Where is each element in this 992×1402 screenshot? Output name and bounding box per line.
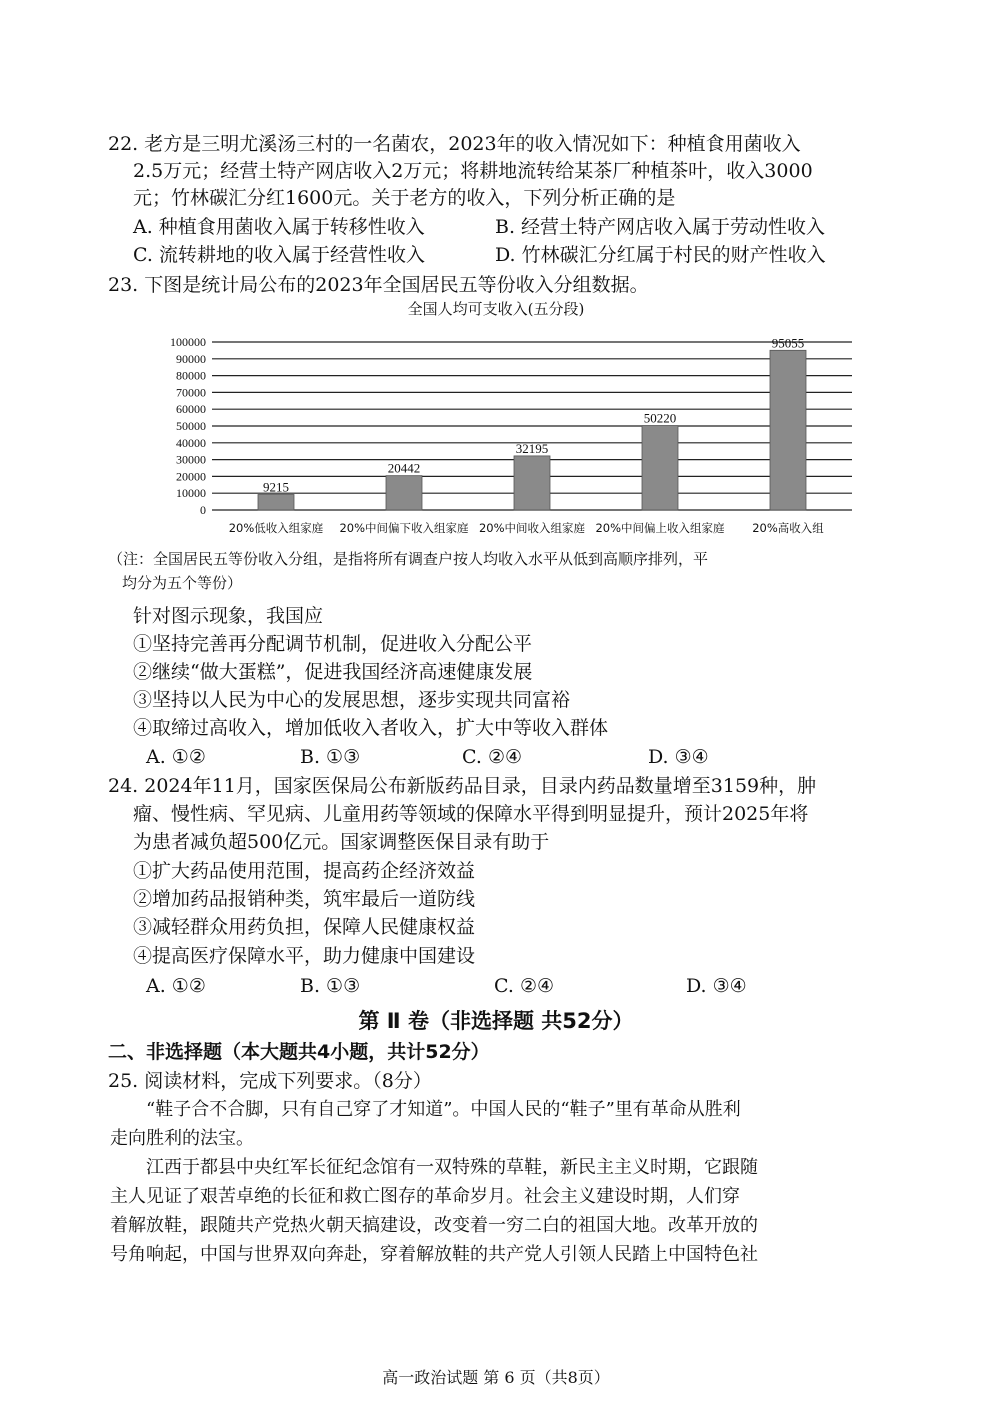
bar — [258, 495, 294, 510]
q24-item-4: ④提高医疗保障水平，助力健康中国建设 — [133, 945, 476, 967]
q23-item-4: ④取缔过高收入，增加低收入者收入，扩大中等收入群体 — [133, 717, 609, 739]
x-category-label: 20%中间收入组家庭 — [478, 521, 586, 535]
q24-item-3: ③减轻群众用药负担，保障人民健康权益 — [133, 916, 476, 938]
q23-item-1: ①坚持完善再分配调节机制，促进收入分配公平 — [133, 633, 533, 655]
y-tick-label: 60000 — [176, 402, 206, 417]
q22-line2: 2.5万元；经营土特产网店收入2万元；将耕地流转给某茶厂种植茶叶，收入3000 — [133, 160, 813, 182]
y-tick-label: 90000 — [176, 351, 206, 366]
part2-title: 第 Ⅱ 卷（非选择题 共52分） — [358, 1009, 634, 1033]
q23-stem: 23. 下图是统计局公布的2023年全国居民五等份收入分组数据。 — [108, 274, 649, 296]
chart-title: 全国人均可支收入(五分段) — [407, 300, 585, 318]
q25-para2-line4: 号角响起，中国与世界双向奔赴，穿着解放鞋的共产党人引领人民踏上中国特色社 — [110, 1244, 758, 1265]
q23-option-b: B. ①③ — [300, 746, 361, 768]
y-tick-label: 80000 — [176, 368, 206, 383]
q24-line2: 瘤、慢性病、罕见病、儿童用药等领域的保障水平得到明显提升，预计2025年将 — [133, 803, 809, 825]
y-tick-label: 10000 — [176, 486, 206, 501]
bar — [514, 456, 550, 510]
data-label: 32195 — [515, 440, 549, 456]
q24-option-d: D. ③④ — [686, 975, 747, 997]
q23-prompt: 针对图示现象，我国应 — [133, 605, 324, 627]
y-tick-label: 50000 — [176, 419, 206, 433]
q22-option-a: A. 种植食用菌收入属于转移性收入 — [133, 216, 425, 238]
y-tick-label: 20000 — [176, 469, 206, 484]
data-label: 95055 — [771, 335, 805, 351]
y-tick-label: 100000 — [170, 335, 206, 349]
q23-item-2: ②继续“做大蛋糕”，促进我国经济高速健康发展 — [133, 661, 533, 683]
bar — [770, 350, 806, 510]
x-category-label: 20%高收入组 — [752, 521, 824, 535]
q24-line3: 为患者减负超500亿元。国家调整医保目录有助于 — [133, 831, 550, 853]
q24-option-c: C. ②④ — [494, 975, 555, 997]
q23-option-c: C. ②④ — [462, 746, 523, 768]
page-footer: 高一政治试题 第 6 页（共8页） — [382, 1368, 610, 1387]
q23-note-line2: 均分为五个等份） — [122, 574, 243, 592]
income-bar-chart — [140, 330, 860, 540]
q25-para2-line1: 江西于都县中央红军长征纪念馆有一双特殊的草鞋，新民主主义时期，它跟随 — [146, 1157, 758, 1178]
data-label: 20442 — [387, 460, 421, 476]
q22-option-d: D. 竹林碳汇分红属于村民的财产性收入 — [495, 244, 826, 266]
y-tick-label: 30000 — [176, 452, 206, 467]
q24-line1: 24. 2024年11月，国家医保局公布新版药品目录，目录内药品数量增至3159种，肿 — [108, 775, 817, 797]
q25-para1-line1: “鞋子合不合脚，只有自己穿了才知道”。中国人民的“鞋子”里有革命从胜利 — [146, 1099, 741, 1120]
q23-item-3: ③坚持以人民为中心的发展思想，逐步实现共同富裕 — [133, 689, 571, 711]
q25-para2-line2: 主人见证了艰苦卓绝的长征和救亡图存的革命岁月。社会主义建设时期，人们穿 — [110, 1186, 740, 1207]
q23-note-line1: （注：全国居民五等份收入分组，是指将所有调查户按人均收入水平从低到高顺序排列，平 — [108, 550, 709, 568]
q22-line3: 元；竹林碳汇分红1600元。关于老方的收入，下列分析正确的是 — [133, 187, 676, 209]
part2-section-heading: 二、非选择题（本大题共4小题，共计52分） — [108, 1041, 490, 1063]
data-label: 50220 — [643, 410, 677, 426]
bar — [386, 476, 422, 510]
y-tick-label: 70000 — [176, 385, 206, 400]
q24-option-b: B. ①③ — [300, 975, 361, 997]
q24-item-1: ①扩大药品使用范围，提高药企经济效益 — [133, 860, 476, 882]
bar — [642, 426, 678, 510]
data-label: 9215 — [263, 479, 289, 495]
q25-para2-line3: 着解放鞋，跟随共产党热火朝天搞建设，改变着一穷二白的祖国大地。改革开放的 — [110, 1215, 758, 1236]
x-category-label: 20%中间偏下收入组家庭 — [339, 521, 469, 535]
y-tick-label: 0 — [200, 503, 206, 517]
q24-option-a: A. ①② — [146, 975, 206, 997]
x-category-label: 20%中间偏上收入组家庭 — [595, 521, 725, 535]
q22-option-b: B. 经营土特产网店收入属于劳动性收入 — [495, 216, 826, 238]
q25-stem: 25. 阅读材料，完成下列要求。（8分） — [108, 1070, 432, 1092]
y-tick-label: 40000 — [176, 435, 206, 450]
q23-option-a: A. ①② — [146, 746, 206, 768]
q25-para1-line2: 走向胜利的法宝。 — [110, 1128, 254, 1149]
x-category-label: 20%低收入组家庭 — [228, 521, 324, 535]
q22-line1: 22. 老方是三明尤溪汤三村的一名菌农，2023年的收入情况如下：种植食用菌收入 — [108, 133, 801, 155]
q23-option-d: D. ③④ — [648, 746, 709, 768]
q24-item-2: ②增加药品报销种类，筑牢最后一道防线 — [133, 888, 476, 910]
q22-option-c: C. 流转耕地的收入属于经营性收入 — [133, 244, 425, 266]
